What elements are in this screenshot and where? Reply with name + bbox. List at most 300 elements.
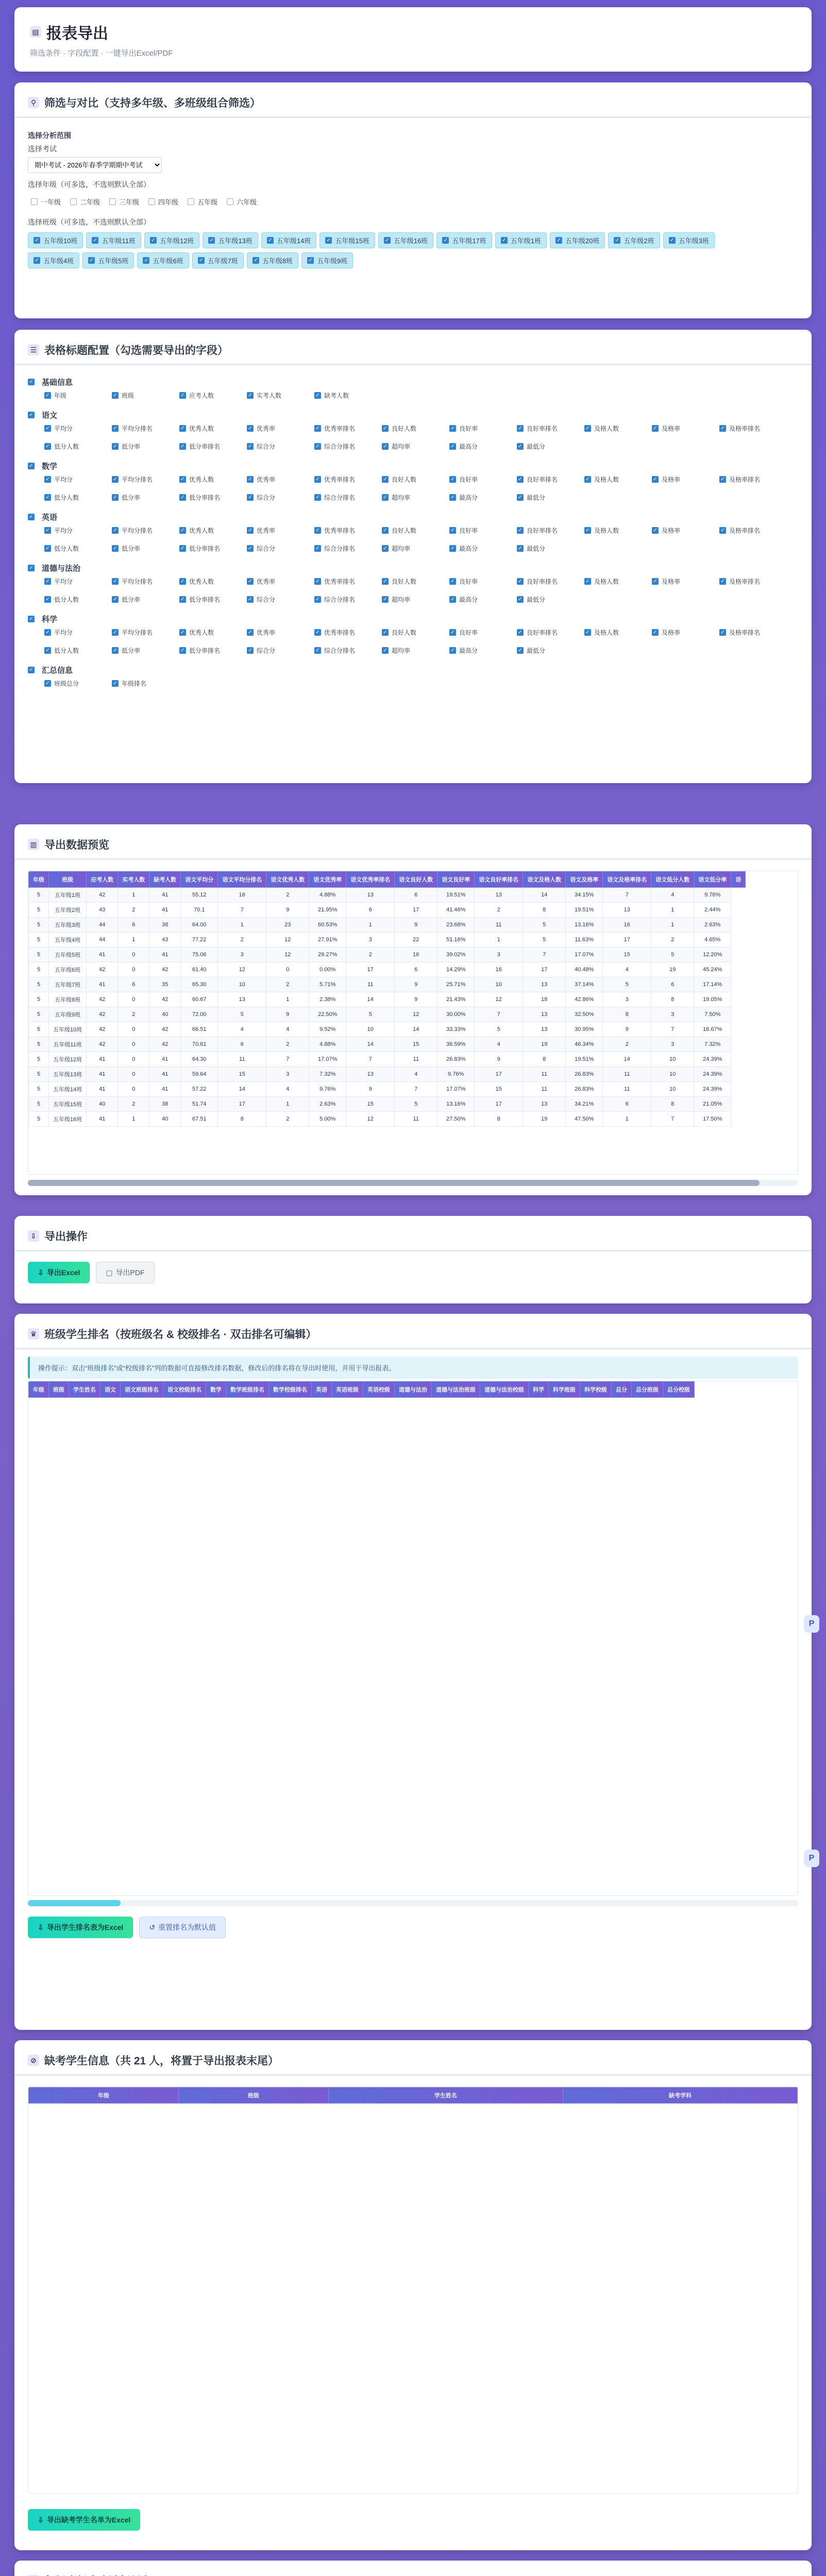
field-checkbox[interactable] [109, 473, 173, 485]
checkbox-label: 低分率排名 [189, 545, 221, 552]
table-cell: 25.71% [437, 977, 475, 992]
class-checkbox[interactable] [301, 252, 353, 268]
field-group-title[interactable] [28, 461, 798, 471]
checkbox-label: 最低分 [527, 647, 546, 654]
field-checkbox[interactable] [514, 645, 578, 656]
field-checkbox[interactable] [311, 473, 376, 485]
table-cell: 16 [603, 918, 651, 933]
table-cell: 17.07% [437, 1082, 475, 1097]
checkbox-label: 五年级2班 [623, 237, 654, 245]
grade-checkbox[interactable] [106, 195, 142, 209]
field-checkbox[interactable] [311, 575, 376, 587]
column-header[interactable]: 年级 [29, 1382, 49, 1398]
exam-select[interactable] [28, 157, 162, 173]
grade-checkbox[interactable] [224, 195, 260, 209]
checkbox-label: 低分人数 [54, 596, 79, 603]
field-checkbox[interactable] [41, 594, 106, 605]
field-checkbox[interactable] [109, 492, 173, 503]
table-cell: 14 [603, 1052, 651, 1067]
field-checkbox[interactable] [446, 645, 511, 656]
field-checkbox[interactable] [176, 389, 241, 401]
checkbox-icon: ✓ [44, 476, 51, 483]
field-group-title[interactable] [28, 377, 798, 387]
field-checkbox[interactable] [446, 492, 511, 503]
column-header[interactable]: 语文优秀率 [309, 872, 346, 888]
field-checkbox[interactable] [514, 594, 578, 605]
analysis-label: 选择分析范围 [28, 131, 71, 140]
field-checkbox[interactable] [514, 575, 578, 587]
field-checkbox[interactable] [176, 575, 241, 587]
table-cell: 42 [87, 992, 118, 1007]
field-checkbox[interactable] [379, 594, 443, 605]
field-checkbox[interactable] [311, 389, 376, 401]
table-cell: 10 [651, 1067, 694, 1082]
column-header[interactable]: 班级 [49, 872, 87, 888]
checkbox-label: 超均率 [392, 494, 411, 501]
table-cell: 7.32% [694, 1037, 731, 1052]
field-checkbox[interactable] [716, 422, 781, 434]
column-header[interactable]: 年级 [29, 872, 49, 888]
field-checkbox[interactable] [446, 626, 511, 638]
column-header[interactable]: 语文平均分 [181, 872, 218, 888]
export-excel-button[interactable]: ⇩ 导出Excel [28, 1262, 90, 1283]
field-checkbox[interactable] [379, 473, 443, 485]
field-checkbox[interactable] [244, 524, 308, 536]
field-checkbox[interactable] [176, 473, 241, 485]
export-rank-button[interactable]: ⇩ 导出学生排名表为Excel [28, 1917, 133, 1938]
field-checkbox[interactable] [41, 626, 106, 638]
field-checkbox[interactable] [109, 440, 173, 452]
checkbox-label: 及格率排名 [729, 629, 761, 636]
table-cell: 66.51 [181, 1022, 218, 1037]
grade-checkbox[interactable] [184, 195, 221, 209]
table-row [29, 1067, 746, 1082]
checkbox-label: 超均率 [392, 647, 411, 654]
checkbox-label: 超均率 [392, 596, 411, 603]
checkbox-icon: ✓ [112, 545, 119, 552]
table-cell: 0 [266, 962, 309, 977]
field-checkbox[interactable] [514, 626, 578, 638]
field-checkbox[interactable] [244, 626, 308, 638]
checkbox-icon: ✓ [314, 578, 321, 585]
field-checkbox[interactable] [716, 575, 781, 587]
field-checkbox[interactable] [109, 594, 173, 605]
table-cell: 32.50% [566, 1007, 603, 1022]
field-checkbox[interactable] [379, 645, 443, 656]
checkbox-label: 最高分 [459, 596, 478, 603]
checkbox-icon: ✓ [382, 494, 389, 501]
class-checkbox[interactable] [495, 232, 547, 248]
checkbox-label: 及格率排名 [729, 476, 761, 483]
field-checkbox[interactable] [379, 422, 443, 434]
field-checkbox[interactable] [311, 492, 376, 503]
table-cell: 1 [118, 933, 149, 947]
preview-table [28, 871, 746, 1127]
checkbox-label: 良好人数 [392, 425, 417, 432]
field-checkbox[interactable] [514, 440, 578, 452]
checkbox-icon: ✓ [517, 425, 524, 432]
table-cell: 65.30 [181, 977, 218, 992]
field-checkbox[interactable] [581, 524, 646, 536]
field-checkbox[interactable] [716, 524, 781, 536]
checkbox-label: 平均分排名 [122, 629, 153, 636]
table-cell: 23 [266, 918, 309, 933]
class-checkbox[interactable] [378, 232, 433, 248]
table-cell: 45.24% [694, 962, 731, 977]
field-checkbox[interactable] [244, 440, 308, 452]
reset-rank-button[interactable]: ↺ 重置排名为默认值 [139, 1917, 226, 1938]
table-cell: 10 [651, 1052, 694, 1067]
table-cell: 0 [118, 1082, 149, 1097]
table-cell: 6 [346, 903, 395, 918]
column-header[interactable]: 科学校级 [580, 1382, 612, 1398]
checkbox-label: 良好率排名 [527, 629, 558, 636]
table-cell: 5 [29, 977, 49, 992]
column-header[interactable]: 道德与法治 [395, 1382, 432, 1398]
field-checkbox[interactable] [514, 492, 578, 503]
table-cell: 2.44% [694, 903, 731, 918]
field-checkbox[interactable] [109, 677, 173, 689]
field-checkbox[interactable] [649, 524, 713, 536]
field-checkbox[interactable] [581, 626, 646, 638]
class-checkbox[interactable] [28, 252, 79, 268]
table-cell: 8 [651, 1097, 694, 1112]
field-checkbox[interactable] [109, 422, 173, 434]
checkbox-label: 良好率 [459, 578, 478, 585]
checkbox-label: 及格率 [662, 629, 681, 636]
field-checkbox[interactable] [41, 422, 106, 434]
field-checkbox[interactable] [244, 422, 308, 434]
checkbox-label: 五年级16班 [393, 237, 428, 245]
field-checkbox[interactable] [649, 626, 713, 638]
table-cell: 19 [651, 962, 694, 977]
column-header[interactable]: 语文校级排名 [163, 1382, 206, 1398]
field-checkbox[interactable] [244, 473, 308, 485]
field-checkbox[interactable] [244, 389, 308, 401]
column-header[interactable]: 年级 [29, 2088, 179, 2104]
field-checkbox[interactable] [176, 422, 241, 434]
field-group-title[interactable] [28, 512, 798, 522]
table-cell: 8 [523, 1052, 566, 1067]
checkbox-icon: ✓ [652, 527, 659, 534]
column-header[interactable]: 语文 [100, 1382, 121, 1398]
table-cell: 6 [218, 1037, 266, 1052]
table-cell: 11 [523, 1067, 566, 1082]
column-header[interactable]: 总分 [612, 1382, 632, 1398]
field-checkbox[interactable] [514, 543, 578, 554]
class-checkbox[interactable] [247, 252, 298, 268]
table-cell: 22 [395, 933, 437, 947]
checkbox-label: 良好率 [459, 476, 478, 483]
field-checkbox[interactable] [176, 594, 241, 605]
table-cell: 1 [218, 918, 266, 933]
column-header[interactable]: 语文优秀人数 [266, 872, 309, 888]
field-checkbox[interactable] [446, 575, 511, 587]
field-group-title[interactable] [28, 614, 798, 624]
field-checkbox[interactable] [176, 440, 241, 452]
field-checkbox[interactable] [41, 473, 106, 485]
field-checkbox[interactable] [109, 389, 173, 401]
checkbox-icon: ✓ [112, 494, 119, 501]
table-cell: 3 [651, 1037, 694, 1052]
rank-title: ♛ 班级学生排名（按班级名 & 校级排名 · 双击排名可编辑） [14, 1314, 812, 1349]
table-cell: 2 [118, 1007, 149, 1022]
column-header[interactable]: 数学校级排名 [269, 1382, 312, 1398]
checkbox-label: 低分率 [122, 494, 141, 501]
table-cell: 37.14% [566, 977, 603, 992]
class-checkbox[interactable] [144, 232, 199, 248]
field-checkbox[interactable] [41, 389, 106, 401]
checkbox-icon: ✓ [652, 476, 659, 483]
table-cell: 7 [266, 1052, 309, 1067]
class-checkbox[interactable] [203, 232, 258, 248]
column-header[interactable]: 语文班级排名 [121, 1382, 163, 1398]
fields-card [14, 330, 812, 783]
table-cell: 12 [395, 1007, 437, 1022]
column-header[interactable]: 语文及格人数 [523, 872, 566, 888]
rank-table-wrap[interactable] [28, 1381, 798, 1896]
field-group-title[interactable] [28, 665, 798, 675]
column-header[interactable]: 总分班级 [632, 1382, 663, 1398]
checkbox-label: 五年级6班 [153, 257, 183, 265]
checkbox-icon: ✓ [179, 578, 186, 585]
field-checkbox[interactable] [446, 440, 511, 452]
field-checkbox[interactable] [581, 575, 646, 587]
grade-checkbox[interactable] [145, 195, 181, 209]
checkbox-label: 及格人数 [594, 476, 619, 483]
class-checkbox[interactable] [82, 252, 134, 268]
field-checkbox[interactable] [514, 422, 578, 434]
column-header[interactable]: 语 [731, 872, 746, 888]
column-header[interactable]: 科学班级 [549, 1382, 580, 1398]
column-header[interactable]: 语文良好人数 [395, 872, 437, 888]
field-checkbox[interactable] [446, 524, 511, 536]
class-checkbox[interactable] [550, 232, 605, 248]
preview-scrollbar[interactable] [28, 1180, 798, 1186]
field-checkbox[interactable] [649, 422, 713, 434]
table-cell: 9 [395, 992, 437, 1007]
column-header[interactable]: 语文及格率排名 [603, 872, 651, 888]
field-checkbox[interactable] [311, 440, 376, 452]
checkbox-label: 四年级 [158, 198, 179, 206]
field-checkbox[interactable] [41, 524, 106, 536]
checkbox-icon: ✓ [179, 647, 186, 654]
field-checkbox[interactable] [176, 626, 241, 638]
field-checkbox[interactable] [311, 543, 376, 554]
class-checkbox[interactable] [436, 232, 492, 248]
checkbox-label: 五年级11班 [102, 237, 136, 245]
column-header[interactable]: 班级 [178, 2088, 328, 2104]
checkbox-label: 良好率 [459, 629, 478, 636]
field-group-title[interactable] [28, 563, 798, 573]
field-checkbox[interactable] [379, 440, 443, 452]
column-header[interactable]: 英语 [312, 1382, 332, 1398]
field-checkbox[interactable] [649, 575, 713, 587]
checkbox-icon: ✓ [252, 257, 259, 264]
table-cell: 23.68% [437, 918, 475, 933]
column-header[interactable]: 实考人数 [118, 872, 149, 888]
class-checkbox[interactable] [319, 232, 375, 248]
table-cell: 14 [346, 1037, 395, 1052]
checkbox-icon: ✓ [555, 237, 562, 244]
table-cell: 42 [149, 1022, 181, 1037]
field-checkbox[interactable] [716, 626, 781, 638]
table-cell: 59.64 [181, 1067, 218, 1082]
field-checkbox[interactable] [446, 473, 511, 485]
checkbox-icon: ✓ [247, 527, 254, 534]
table-cell: 41 [87, 977, 118, 992]
field-checkbox[interactable] [581, 422, 646, 434]
field-checkbox[interactable] [514, 473, 578, 485]
class-checkbox[interactable] [137, 252, 189, 268]
checkbox-icon: ✓ [28, 379, 35, 385]
field-checkbox[interactable] [379, 543, 443, 554]
class-checkbox[interactable] [261, 232, 316, 248]
field-checkbox[interactable] [41, 677, 106, 689]
column-header[interactable]: 学生姓名 [69, 1382, 100, 1398]
table-cell: 5 [29, 888, 49, 903]
checkbox-label: 五年级4班 [43, 257, 74, 265]
table-cell: 11.63% [566, 933, 603, 947]
export-pdf-button[interactable]: ▢ 导出PDF [96, 1262, 154, 1283]
column-header[interactable]: 缺考人数 [149, 872, 181, 888]
field-checkbox[interactable] [41, 492, 106, 503]
column-header[interactable]: 应考人数 [87, 872, 118, 888]
class-checkbox[interactable] [663, 232, 715, 248]
table-cell: 61.40 [181, 962, 218, 977]
column-header[interactable]: 总分校级 [663, 1382, 695, 1398]
table-cell: 1 [118, 888, 149, 903]
column-header[interactable]: 科学 [529, 1382, 549, 1398]
table-cell: 41 [149, 903, 181, 918]
checkbox-label: 平均分排名 [122, 425, 153, 432]
table-cell: 3 [651, 1007, 694, 1022]
float-pdf-button-2[interactable]: P [804, 1850, 819, 1867]
field-checkbox[interactable] [41, 645, 106, 656]
checkbox-label: 低分率排名 [189, 647, 221, 654]
column-header[interactable]: 数学班级排名 [226, 1382, 269, 1398]
column-header[interactable]: 英语校级 [363, 1382, 395, 1398]
field-checkbox[interactable] [446, 594, 511, 605]
field-checkbox[interactable] [446, 422, 511, 434]
field-checkbox[interactable] [311, 645, 376, 656]
grade-checkbox[interactable] [67, 195, 103, 209]
checkbox-icon: ✓ [501, 237, 508, 244]
checkbox-label: 低分人数 [54, 647, 79, 654]
field-checkbox[interactable] [41, 575, 106, 587]
checkbox-label: 综合分 [257, 494, 276, 501]
field-checkbox[interactable] [379, 492, 443, 503]
field-checkbox[interactable] [176, 492, 241, 503]
checkbox-icon: ✓ [44, 545, 51, 552]
field-group-title[interactable] [28, 410, 798, 420]
field-checkbox[interactable] [379, 575, 443, 587]
grade-checkbox[interactable] [28, 195, 64, 209]
column-header[interactable]: 英语班级 [332, 1382, 363, 1398]
field-checkbox[interactable] [176, 524, 241, 536]
field-checkbox[interactable] [244, 543, 308, 554]
field-checkbox[interactable] [379, 626, 443, 638]
field-checkbox[interactable] [109, 645, 173, 656]
field-checkbox[interactable] [311, 594, 376, 605]
column-header[interactable]: 语文优秀率排名 [346, 872, 395, 888]
checkbox-icon: ✓ [179, 392, 186, 399]
field-checkbox[interactable] [311, 422, 376, 434]
checkbox-label: 及格人数 [594, 425, 619, 432]
column-header[interactable]: 语文低分人数 [651, 872, 694, 888]
field-checkbox[interactable] [514, 524, 578, 536]
class-checkbox[interactable] [608, 232, 660, 248]
export-absent-button[interactable]: ⇩ 导出缺考学生名单为Excel [28, 2509, 140, 2531]
column-header[interactable]: 数学 [206, 1382, 226, 1398]
field-checkbox[interactable] [176, 645, 241, 656]
class-checkbox[interactable] [28, 232, 83, 248]
field-checkbox[interactable] [41, 440, 106, 452]
column-header[interactable]: 语文及格率 [566, 872, 603, 888]
class-checkbox[interactable] [192, 252, 244, 268]
field-checkbox[interactable] [379, 524, 443, 536]
field-groups [14, 365, 812, 691]
field-checkbox[interactable] [109, 626, 173, 638]
column-header[interactable]: 缺考学科 [563, 2088, 797, 2104]
table-cell: 2 [118, 1097, 149, 1112]
column-header[interactable]: 班级 [49, 1382, 69, 1398]
column-header[interactable]: 道德与法治校级 [480, 1382, 529, 1398]
column-header[interactable]: 语文良好率 [437, 872, 475, 888]
rank-scrollbar[interactable] [28, 1900, 798, 1906]
column-header[interactable]: 语文低分率 [694, 872, 731, 888]
column-header[interactable]: 道德与法治班级 [432, 1382, 480, 1398]
table-cell: 42 [149, 992, 181, 1007]
absent-table-wrap[interactable] [28, 2087, 798, 2494]
checkbox-label: 良好率 [459, 425, 478, 432]
table-cell: 11 [523, 1082, 566, 1097]
field-checkbox[interactable] [244, 594, 308, 605]
field-checkbox[interactable] [716, 473, 781, 485]
checkbox-icon: ✓ [652, 629, 659, 636]
field-checkbox[interactable] [176, 543, 241, 554]
column-header[interactable]: 学生姓名 [328, 2088, 563, 2104]
field-checkbox[interactable] [109, 524, 173, 536]
checkbox-icon: ✓ [307, 257, 314, 264]
field-checkbox[interactable] [649, 473, 713, 485]
field-checkbox[interactable] [109, 575, 173, 587]
table-row [29, 1022, 746, 1037]
class-checkbox[interactable] [86, 232, 141, 248]
checkbox-icon: ✓ [449, 425, 456, 432]
checkbox-icon: ✓ [44, 494, 51, 501]
field-checkbox[interactable] [109, 543, 173, 554]
column-header[interactable]: 语文良好率排名 [475, 872, 523, 888]
field-checkbox[interactable] [244, 645, 308, 656]
field-checkbox[interactable] [581, 473, 646, 485]
checkbox-icon: ✓ [150, 237, 157, 244]
checkbox-label: 五年级 [197, 198, 218, 206]
column-header[interactable]: 语文平均分排名 [218, 872, 266, 888]
field-checkbox[interactable] [446, 543, 511, 554]
field-checkbox[interactable] [311, 524, 376, 536]
field-checkbox[interactable] [244, 492, 308, 503]
float-pdf-button[interactable]: P [804, 1615, 819, 1633]
checkbox-icon: ✓ [449, 545, 456, 552]
checkbox-label: 及格人数 [594, 629, 619, 636]
preview-table-wrap[interactable] [28, 871, 798, 1175]
table-cell: 7 [395, 1082, 437, 1097]
field-checkbox[interactable] [311, 626, 376, 638]
field-checkbox[interactable] [41, 543, 106, 554]
field-checkbox[interactable] [244, 575, 308, 587]
table-cell: 10 [651, 1082, 694, 1097]
